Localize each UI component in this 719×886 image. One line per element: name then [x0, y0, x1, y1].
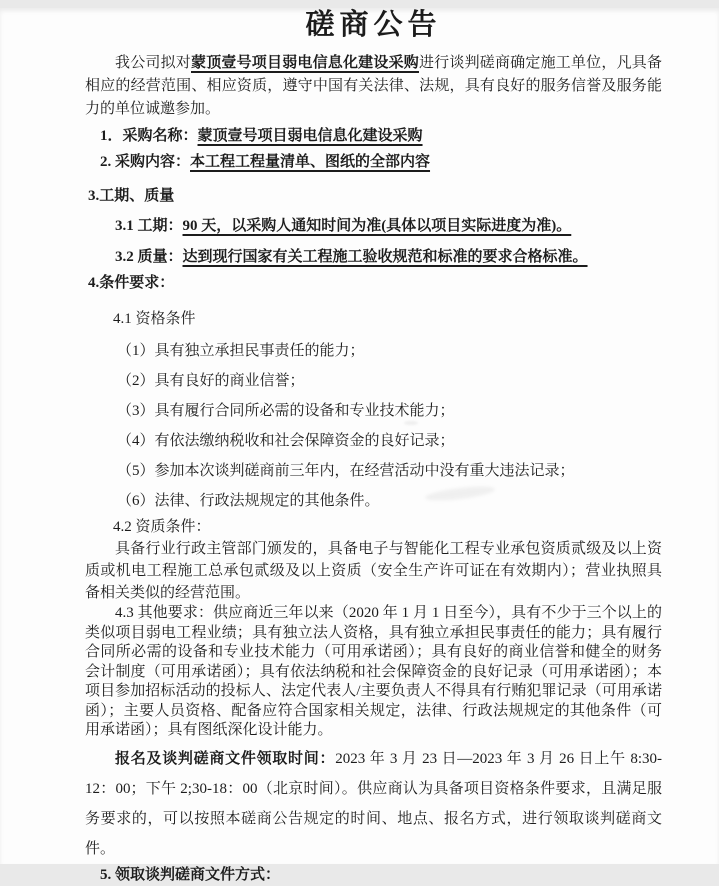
quality-label: 3.2 质量：: [115, 249, 183, 265]
other-requirements-paragraph: [85, 604, 662, 741]
item-procurement-content-value: 本工程工程量清单、图纸的全部内容: [190, 154, 431, 170]
qualification-item: （4）有依法缴纳税收和社会保障资金的良好记录；: [117, 433, 455, 449]
section3-duration-line: [115, 215, 662, 237]
intro-prefix: 我公司拟对: [115, 55, 191, 71]
qualification-item: （6）法律、行政法规规定的其他条件。: [117, 493, 380, 509]
duration-value: 90 天，以采购人通知时间为准(具体以项目实际进度为准)。: [182, 218, 572, 234]
document-content: [0, 8, 719, 886]
item-procurement-name-value: 蒙顶壹号项目弱电信息化建设采购: [197, 128, 423, 144]
item-procurement-name: [100, 125, 662, 147]
scan-artifact-speck: [404, 421, 418, 425]
intro-suffix: 进行谈判磋商确定施工单位，凡具备相应的经营范围、相应资质，遵守中国有关法律、法规，具有良好的服务信誉及服务能力的单位诚邀参加。: [85, 55, 662, 117]
quality-value: 达到现行国家有关工程施工验收规范和标准的要求合格标准。: [182, 249, 588, 265]
section4-heading: 4.条件要求：: [88, 275, 175, 291]
section5-heading: 5. 领取谈判磋商文件方式：: [100, 866, 281, 883]
section4-qualification-heading: 4.1 资格条件: [113, 311, 196, 327]
registration-time-body: 2023 年 3 月 23 日—2023 年 3 月 26 日上午 8:30-12：00；下午 2;30-18：00（北京时间）。供应商认为具备项目资格条件要求，且满足服务要求的，可以按照本磋商公告规定的时间、地点、报名方式，进行领取谈判磋商文件。: [85, 750, 662, 857]
qualification-item: （3）具有履行合同所必需的设备和专业技术能力；: [117, 403, 455, 419]
section3-heading: 3.工期、质量: [88, 188, 175, 204]
scanned-document-page: [0, 8, 719, 883]
duration-label: 3.1 工期：: [115, 218, 183, 234]
qualification-item: （1）具有独立承担民事责任的能力；: [117, 343, 365, 359]
item-procurement-content-label: 2. 采购内容：: [100, 154, 191, 170]
page-title: 磋商公告: [305, 9, 442, 41]
section3-quality-line: [115, 246, 662, 268]
intro-paragraph: [85, 52, 662, 121]
item-procurement-content: [100, 151, 662, 173]
section4-credential-heading: 4.2 资质条件：: [113, 519, 211, 535]
credential-body-paragraph: 具备行业行政主管部门颁发的，具备电子与智能化工程专业承包资质贰级及以上资质或机电工程施工总承包贰级及以上资质（安全生产许可证在有效期内）；营业执照具备相关类似的经营范围。: [85, 541, 662, 601]
intro-project-name-emphasis: 蒙顶壹号项目弱电信息化建设采购: [191, 55, 419, 71]
item-procurement-name-label: 1．采购名称：: [100, 128, 198, 144]
registration-time-label: 报名及谈判磋商文件领取时间：: [115, 750, 336, 767]
other-requirements-body: 供应商近三年以来（2020 年 1 月 1 日至今），具有不少于三个以上的类似项目弱电工程业绩；具有独立法人资格，具有独立承担民事责任的能力；具有履行合同所必需的设备和专业技术能力（可用承诺函）；具有良好的商业信誉和健全的财务会计制度（可用承诺函）；具有依法纳税和社会保障资金的良好记录（可用承诺函）；本项目参加招标活动的投标人、法定代表人/主要负责人不得具有行贿犯罪记录（可用承诺函）；主要人员资格、配备应符合国家相关规定，法律、行政法规规定的其他条件（可用承诺函）；具有图纸深化设计能力。: [85, 605, 662, 738]
qualification-item: （5）参加本次谈判磋商前三年内，在经营活动中没有重大违法记录；: [117, 463, 575, 479]
other-requirements-label: 4.3 其他要求：: [115, 605, 214, 621]
registration-time-paragraph: [85, 744, 662, 864]
qualification-item: （2）具有良好的商业信誉；: [117, 373, 305, 389]
